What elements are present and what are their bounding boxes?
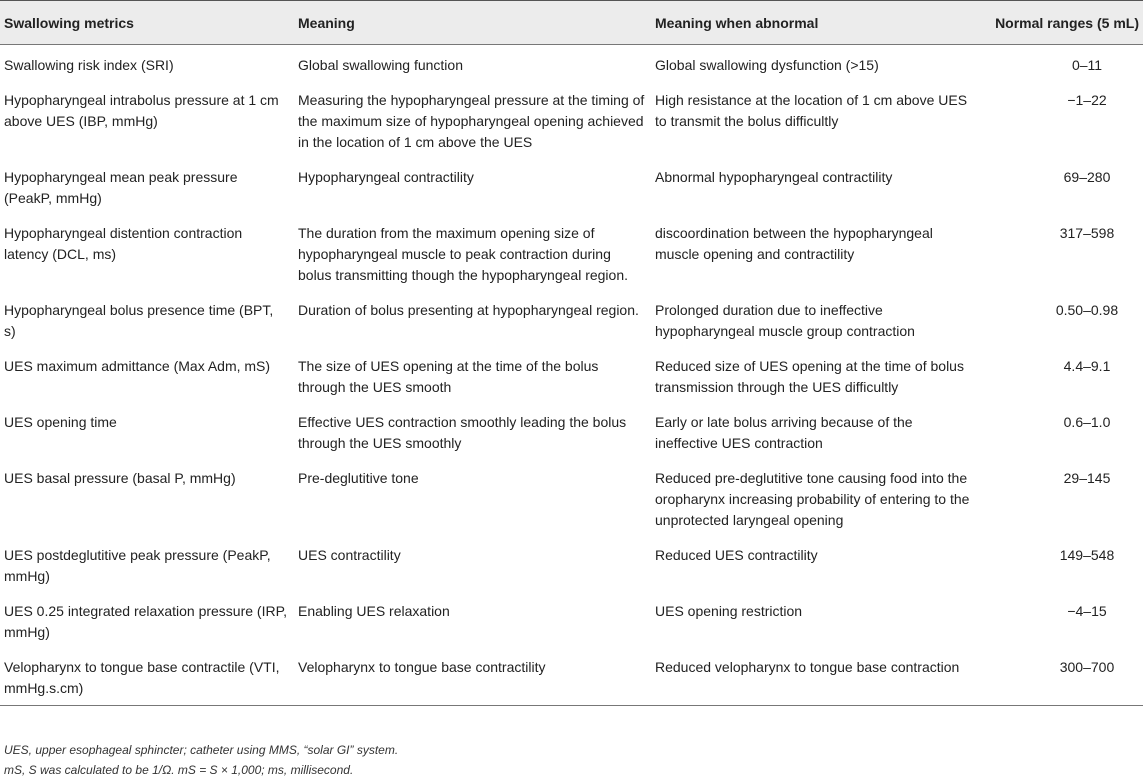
abnormal-cell: discoordination between the hypopharyngeal muscle opening and contractility [655, 225, 933, 262]
table-row [0, 647, 1143, 706]
abnormal-cell: UES opening restriction [655, 603, 803, 619]
meaning-cell: Hypopharyngeal contractility [298, 169, 474, 185]
metric-cell: UES maximum admittance (Max Adm, mS) [4, 358, 271, 374]
header-meaning-abnormal: Meaning when abnormal [651, 1, 981, 45]
range-cell: 317–598 [1059, 225, 1115, 241]
metric-cell: UES opening time [4, 414, 117, 430]
meaning-cell: UES contractility [298, 547, 401, 563]
table-row [0, 45, 1143, 81]
header-metric: Swallowing metrics [0, 1, 294, 45]
footnote-abbreviations: UES, upper esophageal sphincter; catheter using MMS, “solar GI” system. [4, 743, 399, 757]
table-row [0, 402, 1143, 458]
table-row [0, 346, 1143, 402]
metric-cell: UES 0.25 integrated relaxation pressure (IRP, mmHg) [4, 603, 288, 640]
abnormal-cell: Prolonged duration due to ineffective hypopharyngeal muscle group contraction [655, 302, 915, 339]
abnormal-cell: Reduced size of UES opening at the time of bolus transmission through the UES difficultly [655, 358, 964, 395]
header-row [0, 1, 1143, 45]
metric-cell: Hypopharyngeal intrabolus pressure at 1 cm above UES (IBP, mmHg) [4, 92, 279, 129]
range-cell: 149–548 [1059, 547, 1115, 563]
range-cell: 29–145 [1063, 470, 1111, 486]
range-cell: 300–700 [981, 647, 1143, 706]
table-row [0, 591, 1143, 647]
meaning-cell: Effective UES contraction smoothly leading the bolus through the UES smoothly [298, 414, 627, 451]
range-cell: 69–280 [1063, 169, 1111, 185]
table-row [0, 157, 1143, 213]
meaning-cell: Pre-deglutitive tone [298, 470, 419, 486]
meaning-cell: Enabling UES relaxation [298, 603, 450, 619]
table-row [0, 213, 1143, 290]
table-row [0, 535, 1143, 591]
metric-cell: UES basal pressure (basal P, mmHg) [4, 470, 236, 486]
meaning-cell: Duration of bolus presenting at hypopharyngeal region. [298, 302, 639, 318]
header-normal-range: Normal ranges (5 mL) [981, 1, 1143, 45]
metric-cell: Hypopharyngeal mean peak pressure (PeakP, mmHg) [4, 169, 238, 206]
metric-cell: Velopharynx to tongue base contractile (VTI, mmHg.s.cm) [0, 647, 294, 706]
header-meaning: Meaning [294, 1, 651, 45]
table-row [0, 458, 1143, 535]
metric-cell: Hypopharyngeal bolus presence time (BPT, s) [4, 302, 274, 339]
table-row [0, 290, 1143, 346]
metric-cell: UES postdeglutitive peak pressure (PeakP, mmHg) [4, 547, 271, 584]
table-row [0, 80, 1143, 157]
range-cell: −1–22 [1067, 92, 1107, 108]
range-cell: −4–15 [1067, 603, 1107, 619]
range-cell: 0.50–0.98 [1055, 302, 1119, 318]
footnote-units: mS, S was calculated to be 1/Ω. mS = S × 1,000; ms, millisecond. [4, 763, 354, 777]
metric-cell: Swallowing risk index (SRI) [4, 57, 174, 73]
range-cell: 0–11 [1071, 57, 1103, 73]
meaning-cell: Measuring the hypopharyngeal pressure at the timing of the maximum size of hypopharyngeal opening achieved in the location of 1 cm above the UES [298, 92, 645, 150]
meaning-cell: Global swallowing function [298, 57, 463, 73]
abnormal-cell: Reduced velopharynx to tongue base contraction [651, 647, 981, 706]
range-cell: 4.4–9.1 [1063, 358, 1111, 374]
metric-cell: Hypopharyngeal distention contraction latency (DCL, ms) [4, 225, 243, 262]
meaning-cell: The size of UES opening at the time of the bolus through the UES smooth [298, 358, 599, 395]
abnormal-cell: Reduced UES contractility [655, 547, 818, 563]
abnormal-cell: Abnormal hypopharyngeal contractility [655, 169, 893, 185]
meaning-cell: Velopharynx to tongue base contractility [294, 647, 651, 706]
range-cell: 0.6–1.0 [1063, 414, 1111, 430]
meaning-cell: The duration from the maximum opening size of hypopharyngeal muscle to peak contraction during bolus transmitting though the hypopharyngeal region. [298, 225, 628, 283]
abnormal-cell: Reduced pre-deglutitive tone causing food into the oropharynx increasing probability of entering to the unprotected laryngeal opening [655, 470, 970, 528]
abnormal-cell: High resistance at the location of 1 cm above UES to transmit the bolus difficultly [655, 92, 968, 129]
abnormal-cell: Global swallowing dysfunction (>15) [655, 57, 879, 73]
abnormal-cell: Early or late bolus arriving because of the ineffective UES contraction [655, 414, 913, 451]
